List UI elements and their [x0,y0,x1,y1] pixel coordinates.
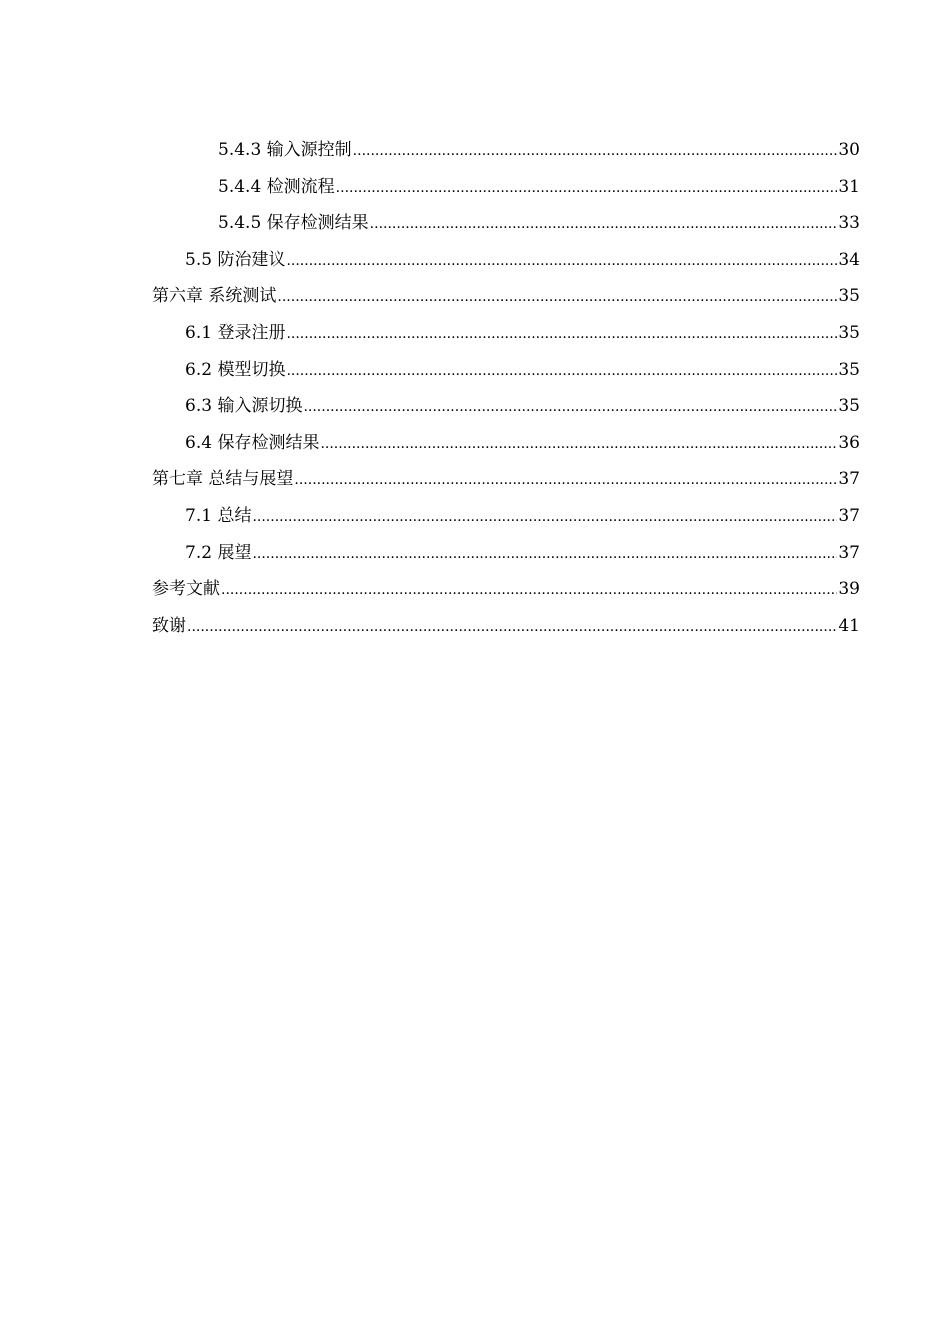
toc-entry-label: 5.4.5 保存检测结果 [218,213,369,234]
toc-entry-label: 参考文献 [152,579,220,600]
toc-entry[interactable] [152,205,860,242]
toc-page-number: 37 [838,469,860,490]
toc-entry-label: 5.4.4 检测流程 [218,176,335,197]
toc-entry-label: 6.4 保存检测结果 [185,432,320,453]
toc-chapter-entry[interactable] [152,571,860,608]
toc-entry-label: 6.1 登录注册 [185,322,286,343]
toc-entry-label: 第七章 总结与展望 [152,469,294,490]
toc-entry-label: 第六章 系统测试 [152,286,277,307]
toc-entry[interactable] [152,388,860,425]
toc-dot-leader [320,426,837,463]
toc-entry[interactable] [152,132,860,169]
toc-entry[interactable] [152,169,860,206]
toc-entry-label: 6.3 输入源切换 [185,396,303,417]
toc-entry[interactable] [152,352,860,389]
toc-dot-leader [187,609,837,646]
toc-dot-leader [286,353,837,390]
toc-page-number: 33 [838,213,860,234]
toc-entry-label: 5.4.3 输入源控制 [218,140,352,160]
toc-dot-leader [277,279,837,316]
toc-chapter-entry[interactable] [152,461,860,498]
toc-entry-label: 6.2 模型切换 [185,359,286,380]
toc-entry[interactable] [152,425,860,462]
toc-page-number: 35 [838,359,860,380]
toc-chapter-entry[interactable] [152,608,860,645]
toc-dot-leader [252,536,837,573]
toc-dot-leader [370,206,838,243]
toc-dot-leader [353,133,838,170]
toc-entry[interactable] [152,315,860,352]
toc-entry-label: 7.2 展望 [185,542,252,563]
toc-dot-leader [252,499,837,536]
toc-page-number: 36 [838,432,860,453]
toc-dot-leader [336,170,838,207]
toc-entry[interactable] [152,535,860,572]
toc-page-number: 34 [838,249,860,270]
toc-dot-leader [286,243,837,280]
toc-page-number: 35 [838,322,860,343]
toc-dot-leader [294,462,837,499]
toc-page-number: 37 [838,505,860,526]
toc-page-number: 35 [838,286,860,307]
toc-entry-label: 7.1 总结 [185,505,252,526]
toc-page-number: 30 [838,140,860,160]
table-of-contents [152,132,860,644]
toc-chapter-entry[interactable] [152,278,860,315]
toc-page-number: 31 [838,176,860,197]
toc-page-number: 35 [838,396,860,417]
toc-page-number: 37 [838,542,860,563]
toc-entry[interactable] [152,242,860,279]
toc-dot-leader [303,389,837,426]
toc-entry-label: 致谢 [152,615,186,636]
toc-page-number: 39 [838,579,860,600]
toc-entry-label: 5.5 防治建议 [185,249,286,270]
toc-dot-leader [221,572,837,609]
toc-entry[interactable] [152,498,860,535]
toc-page-number: 41 [838,615,860,636]
toc-dot-leader [286,316,837,353]
